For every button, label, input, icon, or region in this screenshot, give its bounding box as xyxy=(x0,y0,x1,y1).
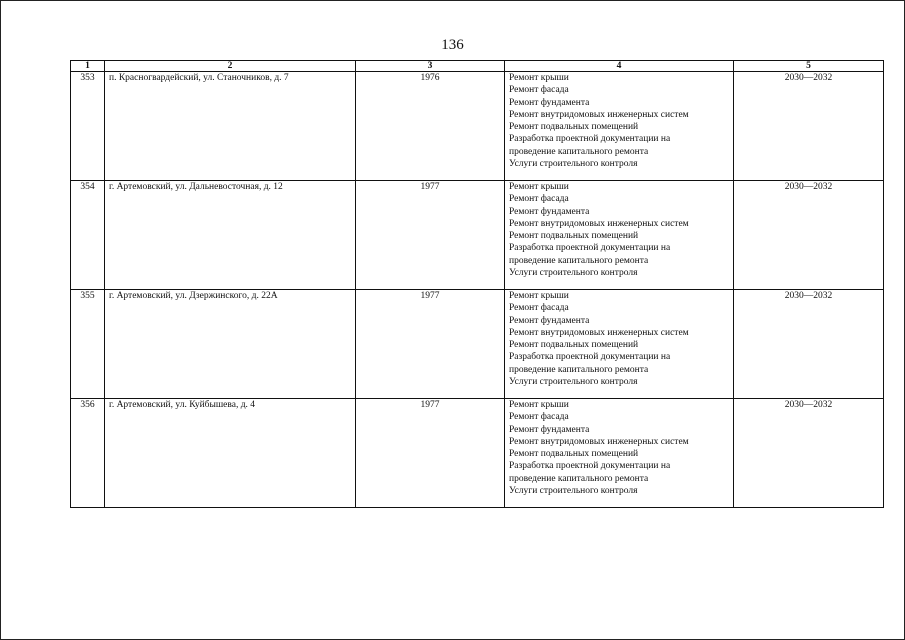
work-item: Ремонт фасада xyxy=(509,194,569,205)
table-row xyxy=(71,399,884,508)
work-item: проведение капитального ремонта xyxy=(509,146,649,157)
work-item: Ремонт подвальных помещений xyxy=(509,231,639,242)
work-item: Ремонт фундамента xyxy=(509,97,590,108)
row-address: г. Артемовский, ул. Дзержинского, д. 22А xyxy=(105,290,356,399)
work-item: Ремонт фундамента xyxy=(509,315,590,326)
header-col-3: 3 xyxy=(356,61,505,72)
work-item: Ремонт подвальных помещений xyxy=(509,122,639,133)
work-item: Услуги строительного контроля xyxy=(509,268,638,279)
row-period: 2030—2032 xyxy=(734,290,884,399)
work-item: Ремонт фасада xyxy=(509,303,569,314)
work-item: Ремонт фасада xyxy=(509,85,569,96)
work-item: Разработка проектной документации на xyxy=(509,134,671,145)
row-year: 1977 xyxy=(356,290,505,399)
work-item: Ремонт фундамента xyxy=(509,424,590,435)
work-item: Услуги строительного контроля xyxy=(509,486,638,497)
work-item: Разработка проектной документации на xyxy=(509,461,671,472)
work-item: Разработка проектной документации на xyxy=(509,243,671,254)
row-works xyxy=(505,290,734,399)
row-works xyxy=(505,399,734,508)
capital-repair-table xyxy=(70,60,884,508)
work-item: Ремонт фундамента xyxy=(509,206,590,217)
row-period: 2030—2032 xyxy=(734,181,884,290)
row-number: 355 xyxy=(71,290,105,399)
work-item: Ремонт фасада xyxy=(509,412,569,423)
row-period: 2030—2032 xyxy=(734,72,884,181)
header-col-4: 4 xyxy=(505,61,734,72)
work-item: Ремонт внутридомовых инженерных систем xyxy=(509,436,689,447)
row-address: г. Артемовский, ул. Куйбышева, д. 4 xyxy=(105,399,356,508)
work-item: проведение капитального ремонта xyxy=(509,255,649,266)
work-item: Ремонт крыши xyxy=(509,291,569,301)
row-year: 1977 xyxy=(356,181,505,290)
row-number: 356 xyxy=(71,399,105,508)
work-item: Ремонт крыши xyxy=(509,400,569,410)
work-item: Ремонт подвальных помещений xyxy=(509,340,639,351)
row-year: 1976 xyxy=(356,72,505,181)
work-item: проведение капитального ремонта xyxy=(509,473,649,484)
row-address: г. Артемовский, ул. Дальневосточная, д. 12 xyxy=(105,181,356,290)
row-number: 353 xyxy=(71,72,105,181)
header-col-1: 1 xyxy=(71,61,105,72)
row-period: 2030—2032 xyxy=(734,399,884,508)
table-row xyxy=(71,290,884,399)
header-row xyxy=(71,61,884,72)
work-item: Ремонт подвальных помещений xyxy=(509,449,639,460)
work-item: Ремонт крыши xyxy=(509,73,569,83)
work-item: Услуги строительного контроля xyxy=(509,159,638,170)
header-col-5: 5 xyxy=(734,61,884,72)
row-works xyxy=(505,181,734,290)
table-row xyxy=(71,72,884,181)
header-col-2: 2 xyxy=(105,61,356,72)
row-works xyxy=(505,72,734,181)
row-number: 354 xyxy=(71,181,105,290)
work-item: Ремонт крыши xyxy=(509,182,569,192)
work-item: Разработка проектной документации на xyxy=(509,352,671,363)
work-item: Ремонт внутридомовых инженерных систем xyxy=(509,109,689,120)
work-item: Услуги строительного контроля xyxy=(509,377,638,388)
row-address: п. Красногвардейский, ул. Станочников, д. 7 xyxy=(105,72,356,181)
work-item: проведение капитального ремонта xyxy=(509,364,649,375)
work-item: Ремонт внутридомовых инженерных систем xyxy=(509,327,689,338)
page-number: 136 xyxy=(441,37,464,53)
work-item: Ремонт внутридомовых инженерных систем xyxy=(509,218,689,229)
table-row xyxy=(71,181,884,290)
row-year: 1977 xyxy=(356,399,505,508)
